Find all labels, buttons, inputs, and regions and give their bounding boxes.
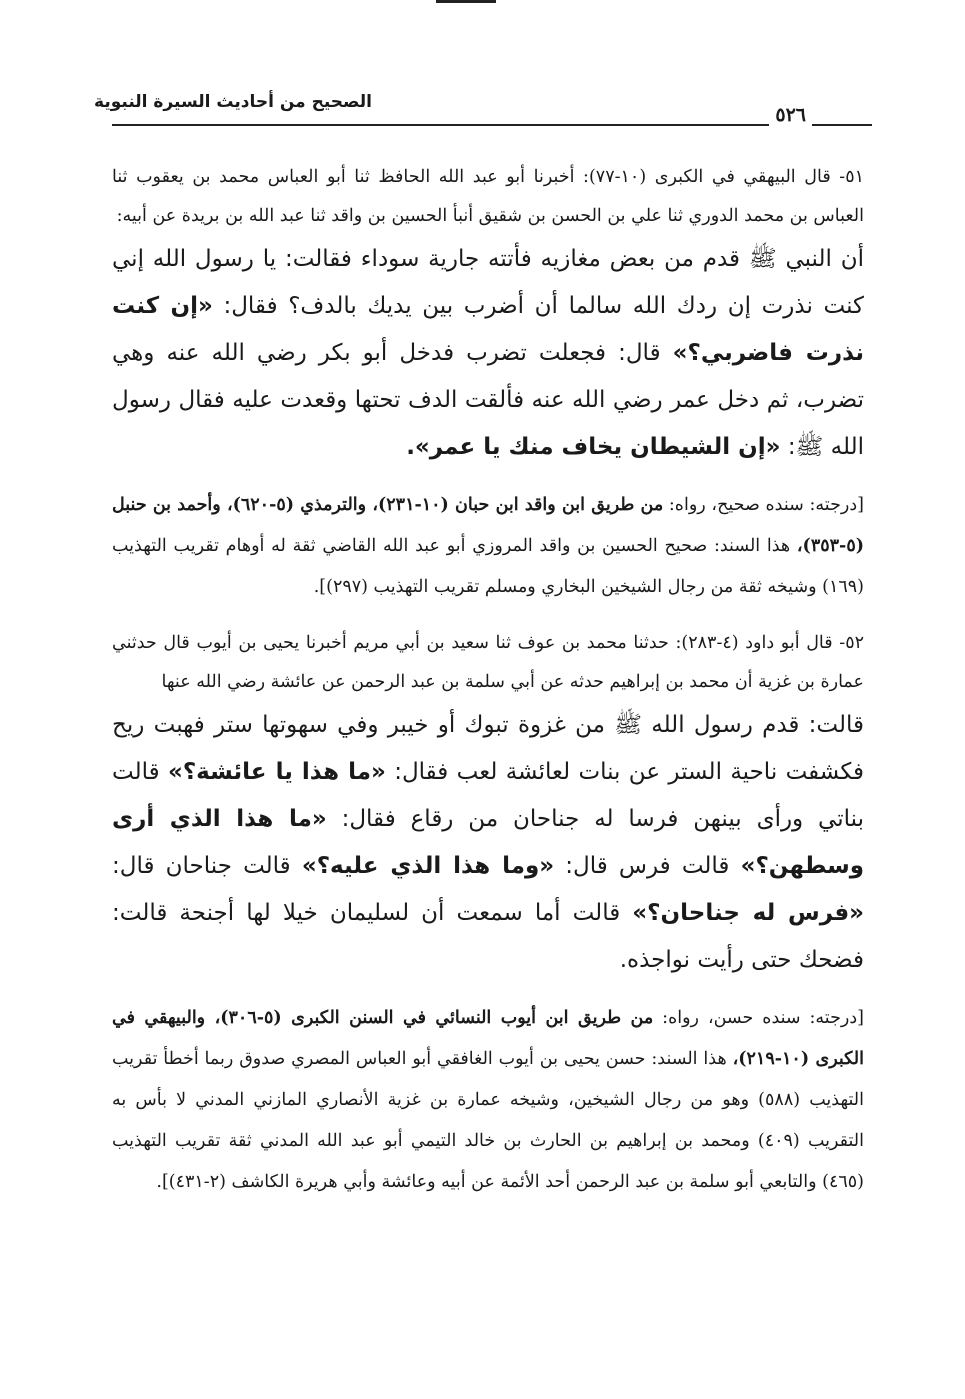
hadith-51-quote1: «إن كنت نذرت فاضربي؟» xyxy=(112,293,864,366)
hadith-52-quote4: «فرس له جناحان؟» xyxy=(632,900,864,926)
grade-text: سنده صحيح، رواه: xyxy=(668,495,804,515)
header-rule xyxy=(112,124,872,126)
hadith-52-quote3: «وما هذا الذي عليه؟» xyxy=(301,853,555,879)
page-number: ٥٢٦ xyxy=(769,104,812,126)
page-body xyxy=(112,158,864,1203)
hadith-52-matn-part4: قالت جناحان قال: xyxy=(112,853,291,879)
hadith-51-matn-part1: أن النبي ﷺ قدم من بعض مغازيه فأتته جارية سوداء فقالت: يا رسول الله إني كنت نذرت إن ردك الله سالما أن أضرب بين يديك بالدف؟ فقال: xyxy=(112,246,864,319)
hadith-52-matn-part5: قالت أما سمعت أن لسليمان خيلا لها أجنحة قالت: فضحك حتى رأيت نواجذه. xyxy=(112,900,864,973)
grade-label: [درجته: xyxy=(809,1008,864,1028)
top-edge-mark xyxy=(436,0,496,3)
hadith-51-grading xyxy=(112,485,864,608)
book-title: الصحيح من أحاديث السيرة النبوية xyxy=(94,92,372,112)
hadith-52-isnad: ٥٢- قال أبو داود (٤-٢٨٣): حدثنا محمد بن عوف ثنا سعيد بن أبي مريم أخبرنا يحيى بن أيوب قال حدثني عمارة بن غزية أن محمد بن إبراهيم حدثه عن أبي سلمة بن عبد الرحمن عن عائشة رضي الله عنها xyxy=(112,633,865,692)
hadith-52-matn xyxy=(112,702,864,984)
hadith-51-matn xyxy=(112,236,864,471)
hadith-51-isnad: ٥١- قال البيهقي في الكبرى (١٠-٧٧): أخبرنا أبو عبد الله الحافظ ثنا أبو العباس محمد بن يعقوب ثنا العباس بن محمد الدوري ثنا علي بن الحسن بن شقيق أنبأ الحسين بن واقد ثنا عبد الله بن بريدة عن أبيه: xyxy=(112,167,865,226)
hadith-52-quote2: «ما هذا الذي أرى وسطهن؟» xyxy=(112,806,865,879)
hadith-51 xyxy=(112,158,864,471)
grade-label: [درجته: xyxy=(809,495,864,515)
grade-sources: من طريق ابن واقد ابن حبان (١٠-٢٣١)، والترمذي (٥-٦٢٠)، وأحمد بن حنبل (٥-٣٥٣)، xyxy=(112,495,864,556)
hadith-51-matn-part2: قال: فجعلت تضرب فدخل أبو بكر رضي الله عنه وهي تضرب، ثم دخل عمر رضي الله عنه فألقت الدف تحتها وقعدت عليه فقال رسول الله ﷺ: xyxy=(112,340,864,460)
running-header xyxy=(94,92,872,132)
hadith-52-quote1: «ما هذا يا عائشة؟» xyxy=(167,759,386,785)
hadith-52-matn-part1: قالت: قدم رسول الله ﷺ من غزوة تبوك أو خيبر وفي سهوتها ستر فهبت ريح فكشفت ناحية الستر عن بنات لعائشة لعب فقال: xyxy=(112,712,865,785)
grade-text: سنده حسن، رواه: xyxy=(662,1008,801,1028)
hadith-51-quote2: «إن الشيطان يخاف منك يا عمر». xyxy=(406,434,781,460)
grade-sources: من طريق ابن أيوب النسائي في السنن الكبرى (٥-٣٠٦)، والبيهقي في الكبرى (١٠-٢١٩)، xyxy=(112,1008,864,1069)
hadith-52-matn-part2: قالت بناتي ورأى بينهن فرسا له جناحان من رقاع فقال: xyxy=(112,759,864,832)
hadith-52-matn-part3: قالت فرس قال: xyxy=(565,853,730,879)
hadith-52-grading xyxy=(112,998,864,1203)
hadith-52 xyxy=(112,624,864,984)
grade-chain-note: هذا السند: حسن يحيى بن أيوب الغافقي أبو العباس المصري صدوق ربما أخطأ تقريب التهذيب (٥٨٨) وهو من رجال الشيخين، وشيخه عمارة بن غزية الأنصاري المازني المدني لا بأس به التقريب (٤٠٩) ومحمد بن إبراهيم بن الحارث بن خالد التيمي أبو عبد الله المدني ثقة تقريب التهذيب (٤٦٥) والتابعي أبو سلمة بن عبد الرحمن أحد الأئمة عن أبيه وعائشة وأبي هريرة الكاشف (٢-٤٣١)]. xyxy=(112,1049,864,1192)
grade-chain-note: هذا السند: صحيح الحسين بن واقد المروزي أبو عبد الله القاضي ثقة له أوهام تقريب التهذيب (١٦٩) وشيخه ثقة من رجال الشيخين البخاري ومسلم تقريب التهذيب (٢٩٧)]. xyxy=(112,536,864,597)
